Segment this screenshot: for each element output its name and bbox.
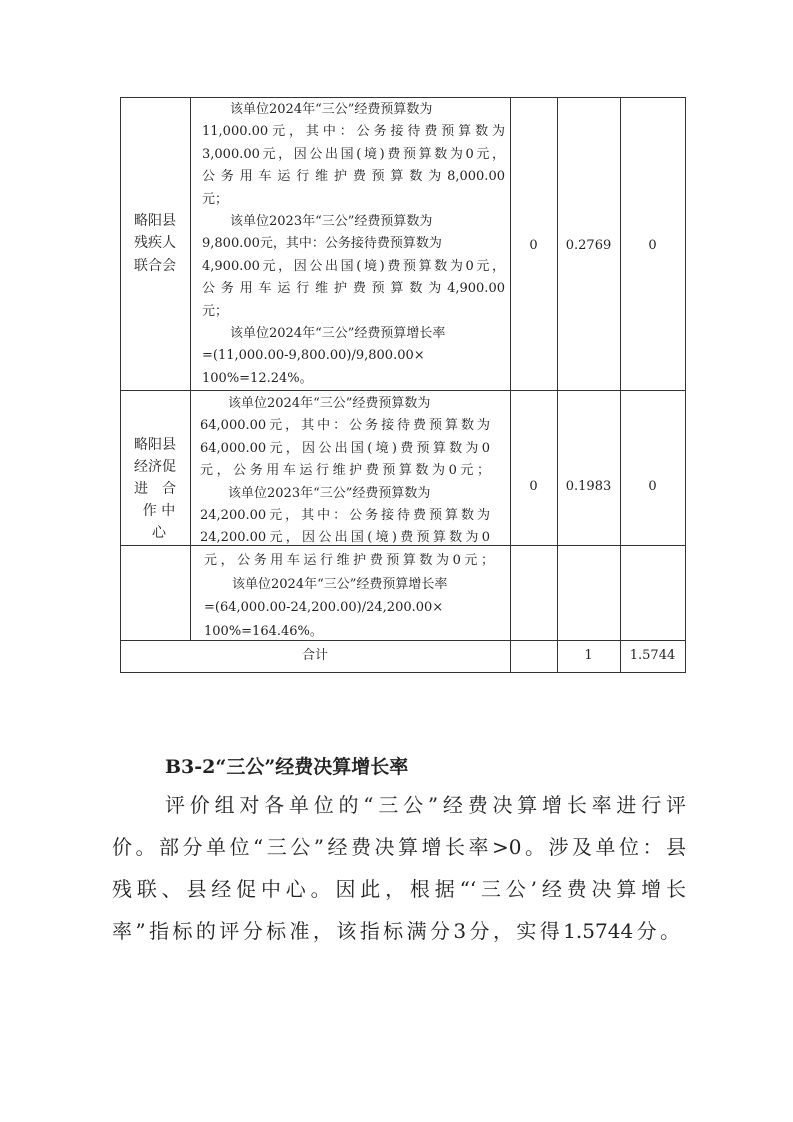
- total-col5: 1.5744: [629, 648, 676, 663]
- paragraph-line: 价。部分单位“三公”经费决算增长率>0。涉及单位：县: [112, 835, 686, 859]
- desc-line: 元，公务用车运行维护费预算数为0元；: [200, 463, 490, 479]
- section-paragraph: [112, 784, 686, 952]
- desc-line: 3,000.00元，因公出国(境)费预算数为0元，: [202, 146, 505, 162]
- unit-name-line: 残疾人: [134, 235, 176, 252]
- desc-line: 9,800.00元，其中：公务接待费预算数为: [202, 236, 442, 252]
- col5-value: 0: [648, 479, 657, 494]
- desc-line: 24,200.00元，因公出国(境)费预算数为0: [200, 530, 490, 546]
- unit-name-line: 进 合: [134, 481, 176, 497]
- col4-value: 0.2769: [565, 238, 612, 253]
- evaluation-table: [120, 97, 686, 672]
- desc-line: 11,000.00元，其中：公务接待费预算数为: [202, 124, 505, 140]
- col5-value: 0: [648, 238, 657, 253]
- unit-name-cell: [134, 209, 184, 276]
- desc-line: 64,000.00元，其中：公务接待费预算数为: [200, 418, 490, 434]
- desc-line: 公务用车运行维护费预算数为8,000.00: [202, 169, 505, 185]
- desc-line: 4,900.00元，因公出国(境)费预算数为0元，: [202, 258, 505, 274]
- desc-line: 该单位2024年“三公”经费预算增长率: [232, 576, 448, 592]
- desc-line: 100%=12.24%。: [202, 370, 313, 386]
- section-heading: B3-2“三公”经费决算增长率: [165, 756, 409, 778]
- unit-name-line: 略阳县: [134, 437, 176, 453]
- col4-value: 0.1983: [565, 479, 612, 494]
- unit-name-line: 略阳县: [134, 213, 176, 229]
- unit-name-line: 联合会: [134, 257, 176, 274]
- paragraph-line: 率”指标的评分标准，该指标满分3分，实得1.5744分。: [112, 919, 680, 943]
- total-label: 合计: [301, 648, 328, 663]
- desc-line: 该单位2024年“三公”经费预算数为: [228, 396, 431, 411]
- paragraph-line: 评价组对各单位的“三公”经费决算增长率进行评: [165, 793, 686, 817]
- desc-line: =(64,000.00-24,200.00)/24,200.00×: [204, 600, 444, 615]
- description-cell: [202, 99, 505, 390]
- desc-line: 该单位2024年“三公”经费预算数为: [230, 102, 433, 117]
- desc-line: 元，公务用车运行维护费预算数为0元；: [204, 553, 494, 568]
- desc-line: 该单位2023年“三公”经费预算数为: [230, 213, 433, 229]
- desc-line: 24,200.00元，其中：公务接待费预算数为: [200, 507, 490, 523]
- desc-line: 公务用车运行维护费预算数为4,900.00: [202, 281, 505, 297]
- description-cell: [200, 393, 490, 550]
- paragraph-line: 残联、县经促中心。因此，根据“‘三公’经费决算增长: [112, 877, 686, 901]
- desc-line: 元；: [202, 191, 229, 207]
- unit-name-line: 经济促: [134, 459, 176, 475]
- col3-value: 0: [529, 479, 538, 494]
- desc-line: 该单位2024年“三公”经费预算增长率: [230, 325, 446, 341]
- unit-name-cell: [134, 434, 184, 544]
- desc-line: 该单位2023年“三公”经费预算数为: [228, 485, 431, 501]
- col3-value: 0: [529, 238, 538, 253]
- desc-line: 元；: [202, 303, 229, 319]
- description-cell: [204, 549, 494, 643]
- unit-name-line: 心: [152, 525, 166, 541]
- desc-line: =(11,000.00-9,800.00)/9,800.00×: [202, 348, 425, 364]
- desc-line: 64,000.00元，因公出国(境)费预算数为0: [200, 440, 490, 456]
- desc-line: 100%=164.46%。: [204, 623, 323, 639]
- unit-name-line: 作 中: [142, 503, 176, 519]
- total-col4: 1: [584, 648, 593, 663]
